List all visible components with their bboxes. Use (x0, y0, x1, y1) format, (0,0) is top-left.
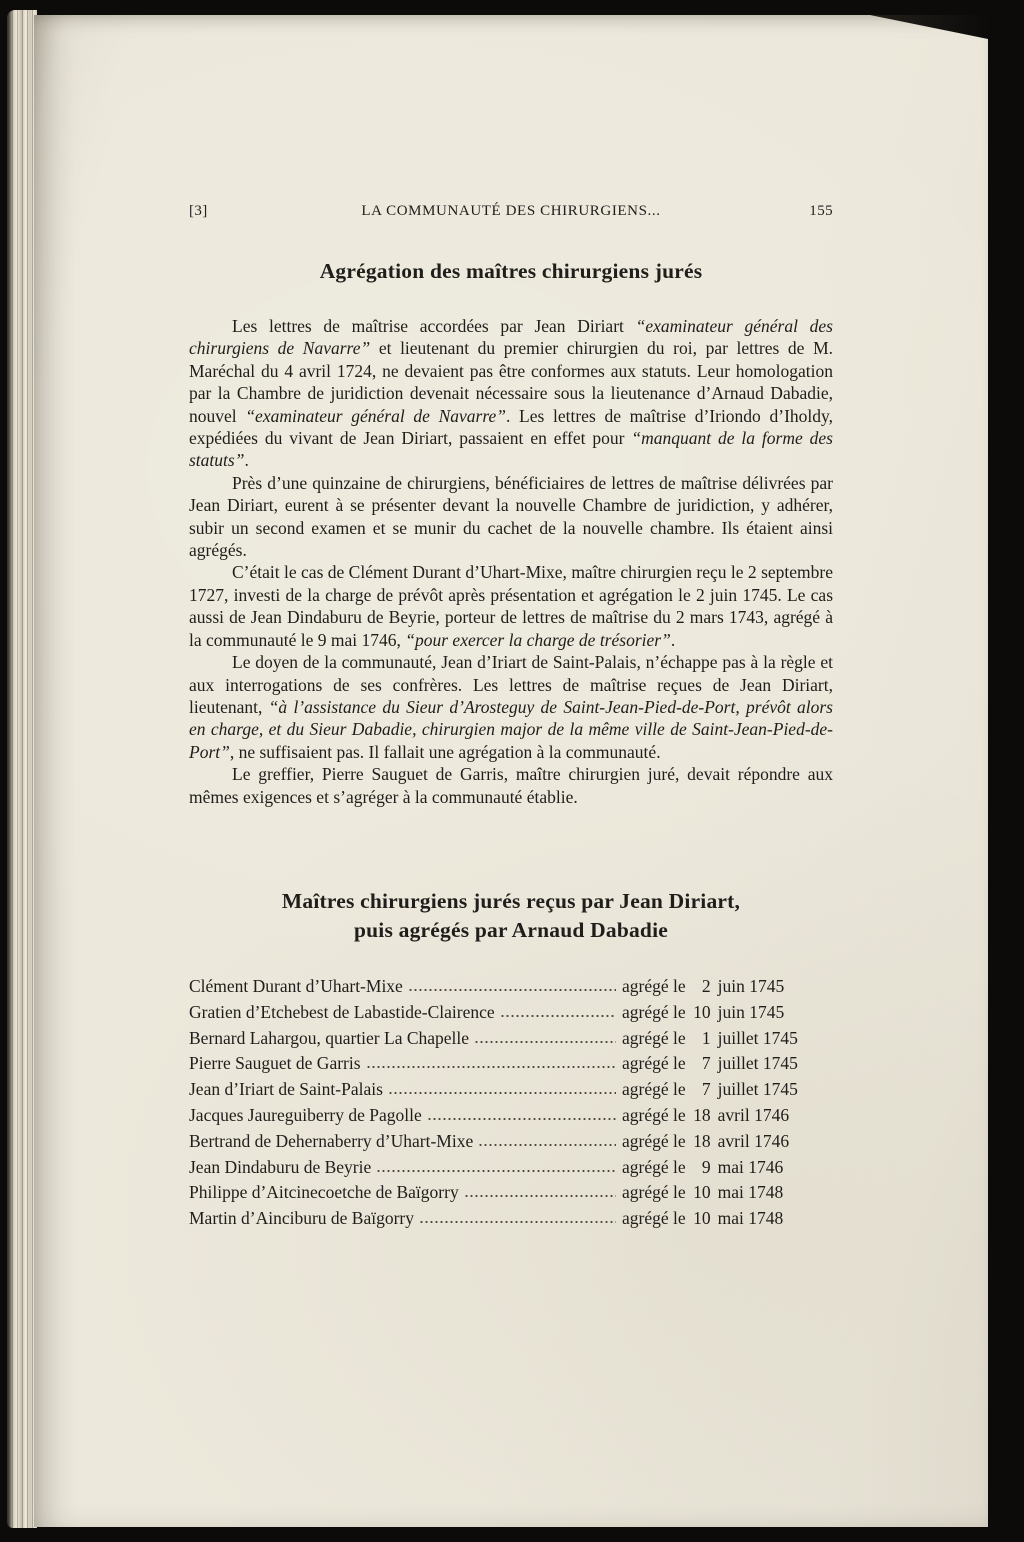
roster-entry-month-year: juillet 1745 (717, 1053, 798, 1074)
roster-entry-name: Bernard Lahargou, quartier La Chapelle (189, 1027, 470, 1048)
roster-entry-month-year: mai 1748 (717, 1182, 784, 1203)
dotted-leader (464, 1185, 616, 1198)
roster-entry (189, 1129, 833, 1155)
roster-entry (189, 1000, 833, 1026)
paragraph-italic-segment: “manquant de la forme des statuts” (189, 428, 833, 471)
roster-entry (189, 1077, 833, 1103)
paragraph-segment: Le greffier, Pierre Sauguet de Garris, maître chirurgien juré, devait répondre aux mêmes exigences et s’agréger à la communauté établie. (189, 764, 833, 807)
roster-entry-day: 18 (693, 1104, 711, 1125)
roster-entry-label: agrégé le (622, 1053, 686, 1074)
roster-entry-date-block (622, 1180, 833, 1206)
roster-entry-day: 10 (693, 1001, 711, 1022)
list-title (189, 887, 833, 945)
dotted-leader (388, 1082, 616, 1095)
roster-entry-date-block (622, 1206, 833, 1232)
roster-entry-date-block (622, 1077, 833, 1103)
paragraph (189, 651, 833, 763)
roster-entry (189, 974, 833, 1000)
roster-entry-label: agrégé le (622, 1079, 686, 1100)
paragraph-italic-segment: “pour exercer la charge de trésorier” (405, 629, 671, 650)
header-section-ref: [3] (189, 203, 208, 219)
roster-entry-day: 7 (701, 1079, 711, 1100)
paragraph-segment: et lieutenant du premier chirurgien du roi, par lettres de M. Maréchal du 4 avril 1724, ne devaient pas être conformes aux statuts. Leur homologation par la Chambre de juridiction devenait nécessaire sous la lieutenance d’Arnaud Dabadie, nouvel (189, 338, 833, 426)
roster-entry (189, 1155, 833, 1181)
dotted-leader (478, 1134, 616, 1147)
book-page-edges (7, 10, 37, 1528)
paragraph (189, 763, 833, 808)
roster-entry-label: agrégé le (622, 1130, 686, 1151)
roster-entry-name: Martin d’Ainciburu de Baïgorry (189, 1208, 415, 1229)
dotted-leader (366, 1056, 616, 1069)
paragraph-segment: Le doyen de la communauté, Jean d’Iriart de Saint-Palais, n’échappe pas à la règle et aux interrogations de ses confrères. Les lettres de maîtrise reçues de Jean Diriart, lieutenant, (189, 652, 833, 717)
roster-entry-date-block (622, 1026, 833, 1052)
roster-entry-month-year: juin 1745 (717, 1001, 785, 1022)
roster-entry-month-year: juin 1745 (717, 975, 785, 996)
book-page (34, 15, 988, 1527)
section-title: Agrégation des maîtres chirurgiens jurés (319, 259, 703, 283)
paragraph-segment: , ne suffisaient pas. Il fallait une agrégation à la communauté. (229, 741, 661, 762)
roster-entry-name: Jacques Jaureguiberry de Pagolle (189, 1104, 422, 1125)
roster-entry-name: Pierre Sauguet de Garris (189, 1053, 361, 1074)
dotted-leader (376, 1160, 616, 1173)
dotted-leader (408, 979, 616, 992)
roster-entry-name: Philippe d’Aitcinecoetche de Baïgorry (189, 1182, 459, 1203)
roster-entry-label: agrégé le (622, 1027, 686, 1048)
roster-entry-name: Jean d’Iriart de Saint-Palais (189, 1079, 383, 1100)
list-title-line2: puis agrégés par Arnaud Dabadie (353, 917, 669, 942)
roster-entry-month-year: avril 1746 (717, 1104, 790, 1125)
roster-entry-day: 2 (701, 975, 711, 996)
roster-entry-day: 1 (701, 1027, 711, 1048)
roster-entry-month-year: mai 1748 (717, 1208, 784, 1229)
paragraph (189, 472, 833, 562)
paragraph-segment: Près d’une quinzaine de chirurgiens, bénéficiaires de lettres de maîtrise délivrées par Jean Diriart, eurent à se présenter devant la nouvelle Chambre de juridiction, y adhérer, subir un second examen et se munir du cachet de la nouvelle chambre. Ils étaient ainsi agrégés. (189, 472, 833, 561)
roster-entry-date-block (622, 1155, 833, 1181)
roster-entry-date-block (622, 1000, 833, 1026)
roster-entry (189, 1026, 833, 1052)
dotted-leader (419, 1211, 616, 1224)
header-page-number: 155 (809, 203, 833, 219)
roster-entry-day: 10 (693, 1208, 711, 1229)
dotted-leader (500, 1005, 616, 1018)
roster-entry-day: 7 (701, 1053, 711, 1074)
roster-entry-label: agrégé le (622, 1156, 686, 1177)
roster-entry-name: Bertrand de Dehernaberry d’Uhart-Mixe (189, 1130, 474, 1151)
roster-entry-day: 18 (693, 1130, 711, 1151)
roster-entry (189, 1051, 833, 1077)
paragraph-segment: . (244, 450, 249, 471)
body-paragraphs (189, 315, 833, 808)
roster-entry-day: 10 (693, 1182, 711, 1203)
roster-entry-day: 9 (701, 1156, 711, 1177)
paragraph-italic-segment: “examinateur général de Navarre” (245, 405, 506, 426)
paragraph (189, 561, 833, 651)
roster-entry (189, 1103, 833, 1129)
paragraph-segment: C’était le cas de Clément Durant d’Uhart-Mixe, maître chirurgien reçu le 2 septembre 1727, investi de la charge de prévôt après présentation et agrégation le 2 juin 1745. Le cas aussi de Jean Dindaburu de Beyrie, porteur de lettres de maîtrise du 2 mars 1743, agrégé à la communauté le 9 mai 1746, (189, 562, 833, 650)
paragraph-segment: Les lettres de maîtrise accordées par Jean Diriart (232, 316, 636, 336)
roster-entry-label: agrégé le (622, 1182, 686, 1203)
running-header (189, 203, 833, 220)
roster-entry-month-year: juillet 1745 (717, 1027, 798, 1048)
page-corner-shadow (870, 15, 988, 39)
header-title: LA COMMUNAUTÉ DES CHIRURGIENS... (361, 203, 661, 219)
roster-entry-label: agrégé le (622, 975, 686, 996)
roster-entry-label: agrégé le (622, 1001, 686, 1022)
roster-entry-date-block (622, 1051, 833, 1077)
page-content (189, 15, 833, 1232)
roster-entry-name: Clément Durant d’Uhart-Mixe (189, 975, 403, 996)
roster-entry-month-year: juillet 1745 (717, 1079, 798, 1100)
dotted-leader (427, 1108, 616, 1121)
roster-entry-month-year: mai 1746 (717, 1156, 784, 1177)
paragraph-segment: . (670, 629, 676, 650)
list-title-line1: Maîtres chirurgiens jurés reçus par Jean Diriart, (281, 888, 741, 913)
roster-entry-label: agrégé le (622, 1208, 686, 1229)
roster-entry-label: agrégé le (622, 1104, 686, 1125)
roster-entry-month-year: avril 1746 (717, 1130, 790, 1151)
roster-entry-name: Jean Dindaburu de Beyrie (189, 1156, 372, 1177)
paragraph-segment: . Les lettres de maîtrise d’Iriondo d’Iholdy, expédiées du vivant de Jean Diriart, passaient en effet pour (189, 405, 833, 449)
roster-list (189, 974, 833, 1232)
roster-entry (189, 1180, 833, 1206)
paragraph-italic-segment: “examinateur général des chirurgiens de Navarre” (189, 316, 833, 359)
roster-entry-date-block (622, 974, 833, 1000)
roster-entry (189, 1206, 833, 1232)
roster-entry-date-block (622, 1103, 833, 1129)
dotted-leader (474, 1031, 616, 1044)
roster-entry-date-block (622, 1129, 833, 1155)
roster-entry-name: Gratien d’Etchebest de Labastide-Clairence (189, 1001, 495, 1022)
paragraph-italic-segment: “à l’assistance du Sieur d’Arosteguy de Saint-Jean-Pied-de-Port, prévôt alors en charge, et du Sieur Dabadie, chirurgien major de la même ville de Saint-Jean-Pied-de-Port” (189, 696, 833, 762)
paragraph (189, 315, 833, 472)
